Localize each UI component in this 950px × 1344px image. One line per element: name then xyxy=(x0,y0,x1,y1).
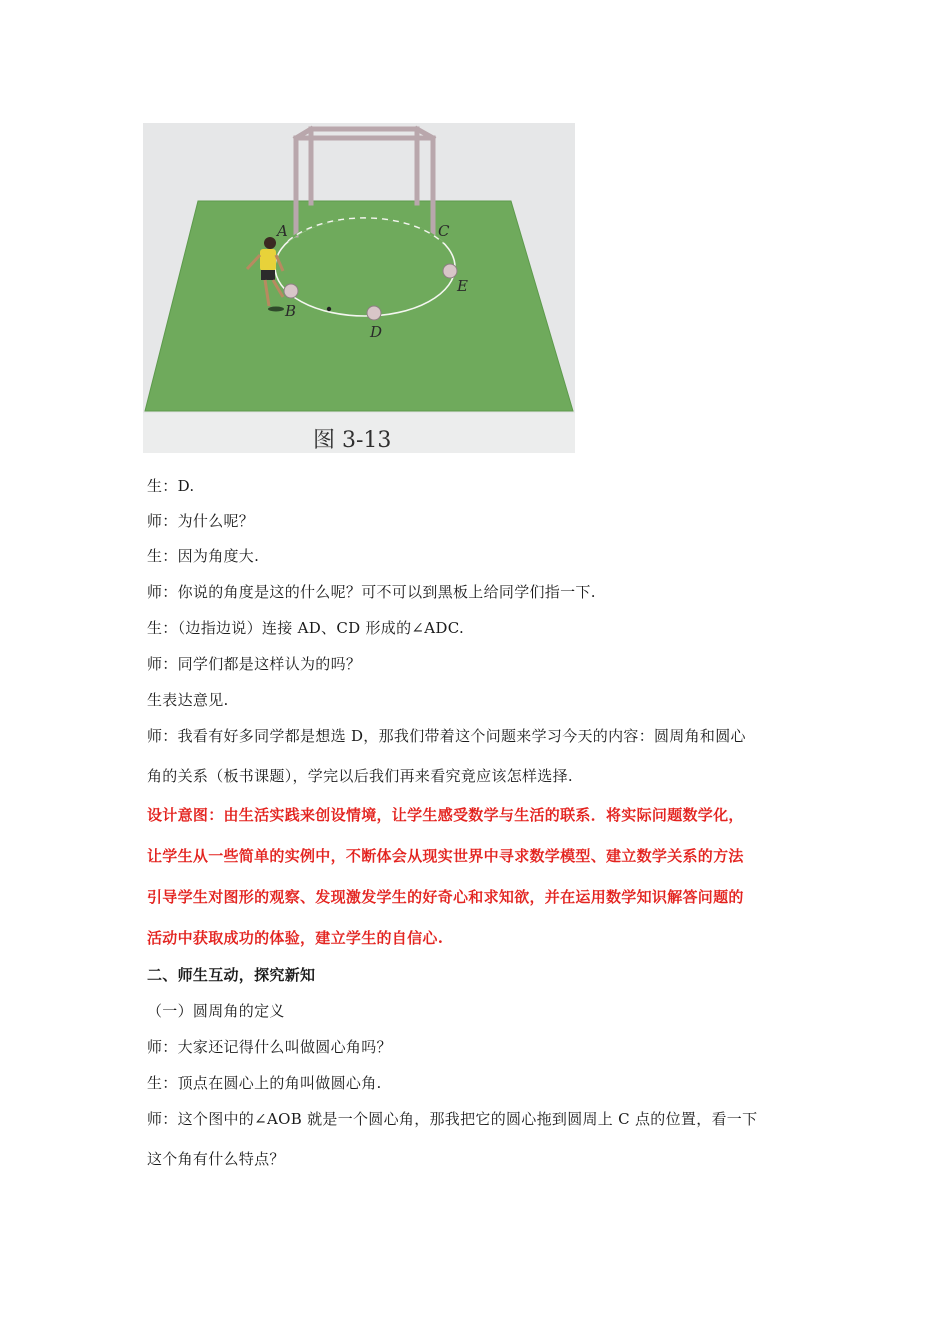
point-label-c: C xyxy=(438,222,450,240)
dialogue-line: 师：同学们都是这样认为的吗？ xyxy=(147,655,362,673)
dialogue-line: 生：D. xyxy=(147,477,195,495)
dialogue-line: 师：这个图中的∠AOB 就是一个圆心角，那我把它的圆心拖到圆周上 C 点的位置，看一下 xyxy=(147,1110,758,1128)
dialogue-line: 师：为什么呢？ xyxy=(147,512,255,530)
design-intent-line: 设计意图：由生活实践来创设情境，让学生感受数学与生活的联系．将实际问题数学化， xyxy=(147,806,744,824)
dialogue-line: 生：（边指边说）连接 AD、CD 形成的∠ADC. xyxy=(147,619,465,637)
dialogue-line: 师：你说的角度是这的什么呢？可不可以到黑板上给同学们指一下. xyxy=(147,583,596,601)
point-label-d: D xyxy=(370,323,383,341)
point-label-e: E xyxy=(457,277,468,295)
design-intent-line: 活动中获取成功的体验，建立学生的自信心. xyxy=(147,929,444,947)
dialogue-line: 这个角有什么特点？ xyxy=(147,1150,285,1168)
dialogue-line: 师：大家还记得什么叫做圆心角吗？ xyxy=(147,1038,392,1056)
dialogue-line: 生：因为角度大. xyxy=(147,547,260,565)
figure-illustration xyxy=(143,123,575,453)
point-label-a: A xyxy=(277,222,288,240)
dialogue-line: 角的关系（板书课题），学完以后我们再来看究竟应该怎样选择. xyxy=(147,767,573,785)
design-intent-line: 让学生从一些简单的实例中，不断体会从现实世界中寻求数学模型、建立数学关系的方法 xyxy=(147,847,744,865)
design-intent-line: 引导学生对图形的观察、发现激发学生的好奇心和求知欲，并在运用数学知识解答问题的 xyxy=(147,888,744,906)
figure-caption: 图 3-13 xyxy=(313,428,392,453)
soccer-field-figure xyxy=(143,123,575,453)
section-heading: 二、师生互动，探究新知 xyxy=(147,966,316,984)
dialogue-line: 生：顶点在圆心上的角叫做圆心角. xyxy=(147,1074,382,1092)
dialogue-line: 生表达意见. xyxy=(147,691,229,709)
dialogue-line: 师：我看有好多同学都是想选 D，那我们带着这个问题来学习今天的内容：圆周角和圆心 xyxy=(147,727,746,745)
subsection-heading: （一）圆周角的定义 xyxy=(147,1002,285,1020)
point-label-b: B xyxy=(285,302,297,320)
